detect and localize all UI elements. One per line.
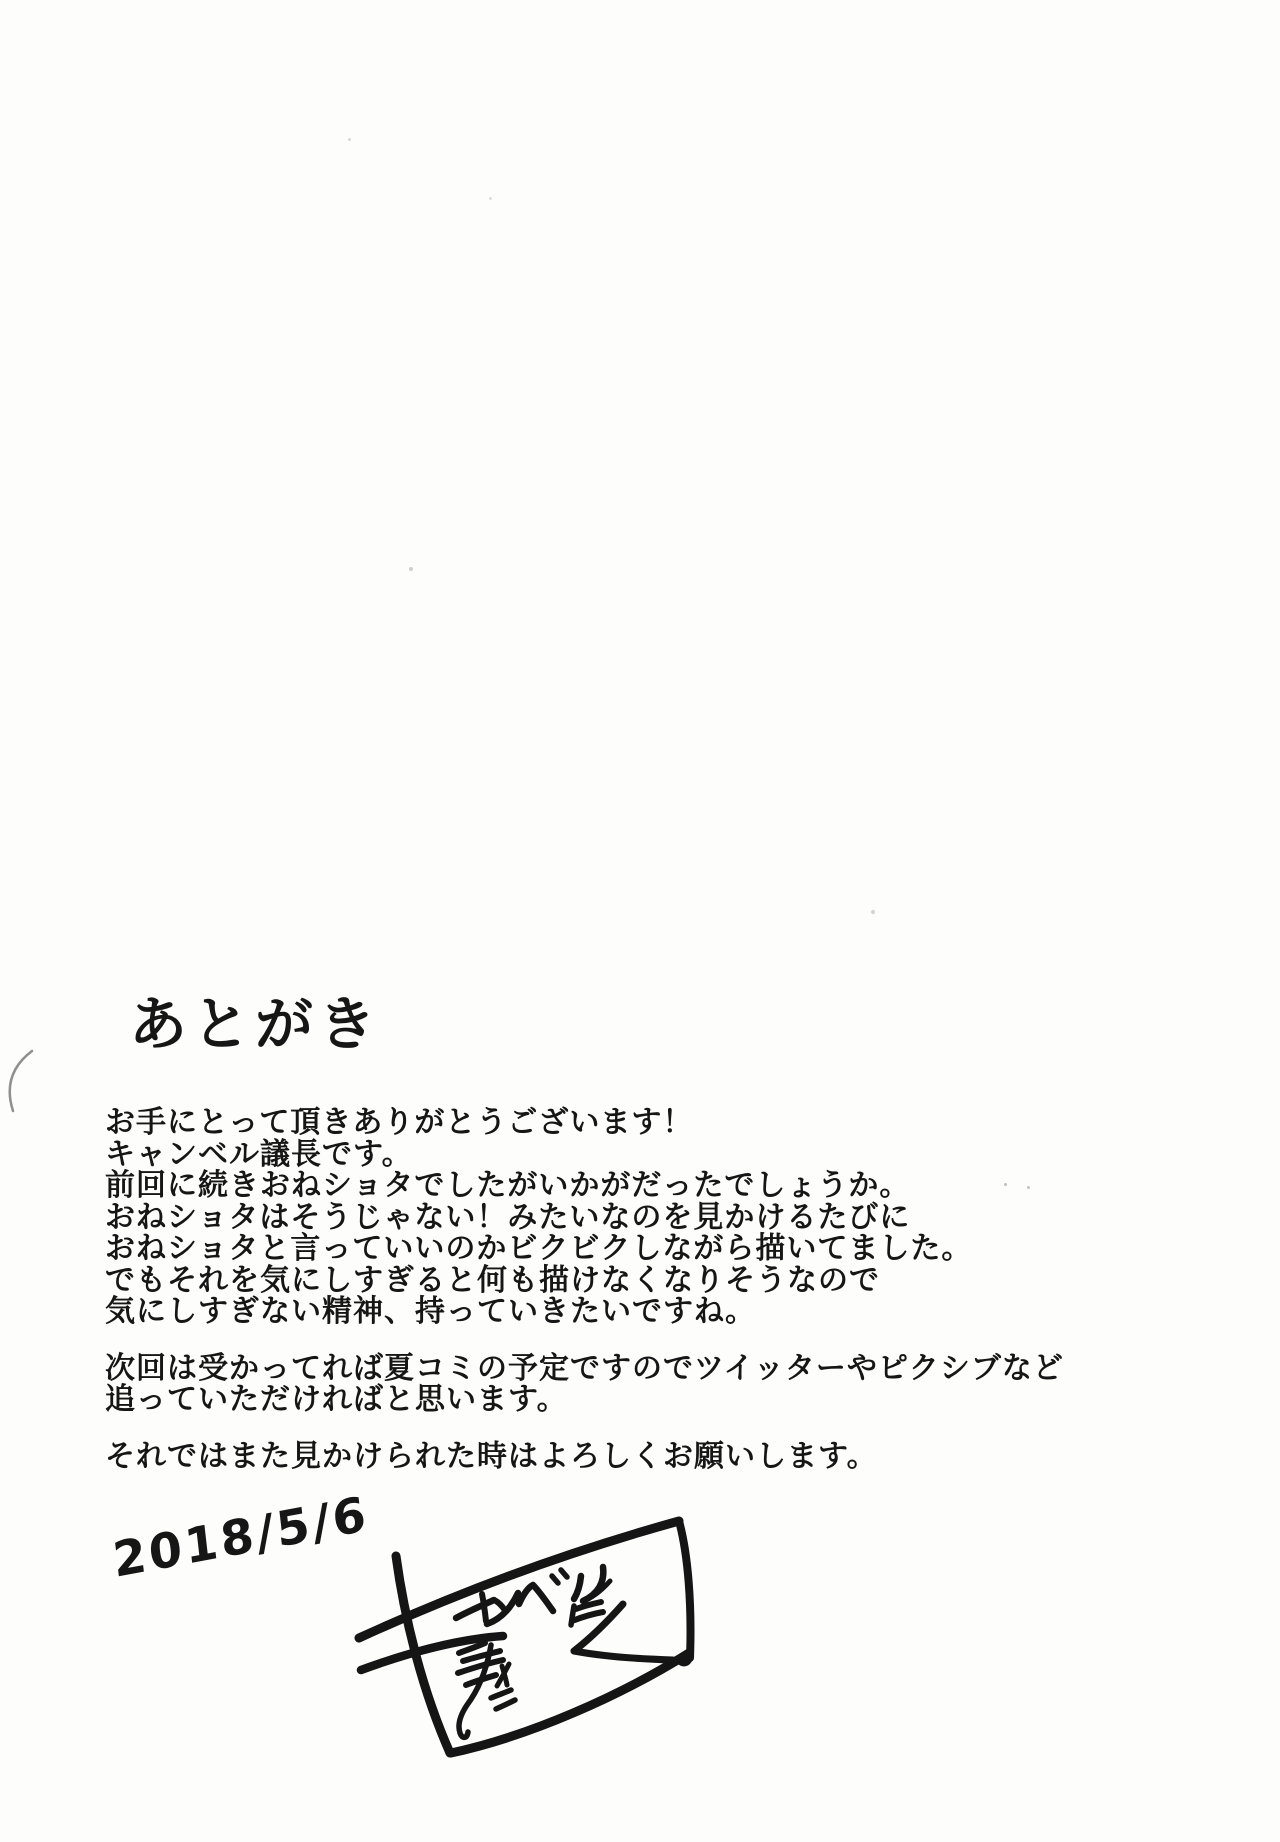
paragraph-3 <box>105 1438 1064 1474</box>
signature-strokes <box>295 1512 705 1772</box>
text-line: でもそれを気にしすぎると何も描けなくなりそうなので <box>105 1262 880 1298</box>
paragraph-2 <box>105 1350 1064 1417</box>
page-title: あとがき <box>129 990 382 1058</box>
text-line: お手にとって頂きありがとうございます！ <box>105 1105 694 1140</box>
text-line: キャンベル議長です。 <box>105 1136 413 1172</box>
text-line: おねショタはそうじゃない！みたいなのを見かけるたびに <box>105 1199 911 1235</box>
paragraph-1 <box>105 1107 1064 1328</box>
text-line: おねショタと言っていいのかビクビクしながら描いてました。 <box>105 1231 973 1266</box>
afterword-text <box>105 1107 1064 1497</box>
handwritten-signature <box>295 1512 705 1772</box>
handwritten-date: 2018/5/6 <box>110 1485 372 1589</box>
text-line: 追っていただければと思います。 <box>105 1382 568 1417</box>
scan-speck <box>348 138 351 141</box>
text-line: それではまた見かけられた時はよろしくお願いします。 <box>105 1438 878 1474</box>
text-line: 次回は受かってれば夏コミの予定ですのでツイッターやピクシブなど <box>105 1350 1064 1386</box>
scan-speck <box>409 567 413 571</box>
text-line: 気にしすぎない精神、持っていきたいですね。 <box>105 1294 756 1329</box>
scan-speck <box>489 197 492 200</box>
scan-edge-artifact <box>0 1048 36 1114</box>
text-line: 前回に続きおねショタでしたがいかがだったでしょうか。 <box>105 1168 911 1203</box>
scan-speck <box>871 910 875 914</box>
